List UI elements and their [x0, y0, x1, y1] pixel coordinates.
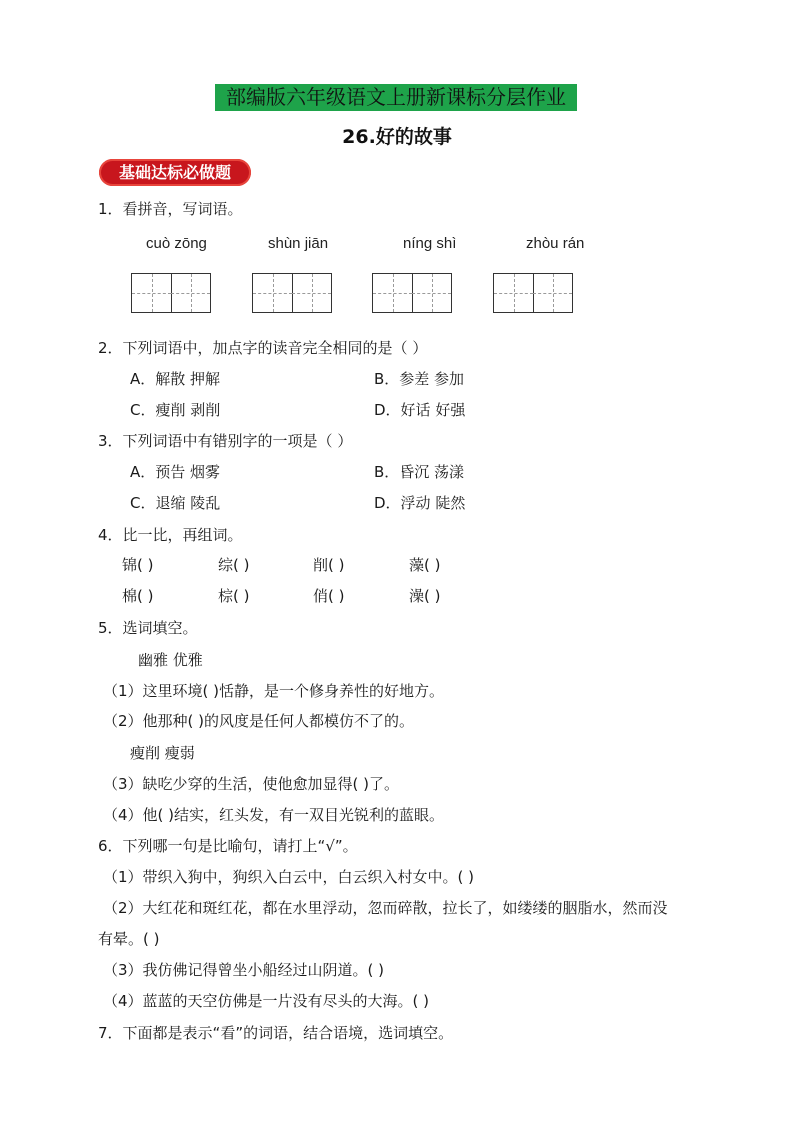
q5-stem: 5．选词填空。 [98, 619, 198, 637]
q4-row1-item4[interactable]: 藻( ) [409, 556, 441, 574]
answer-grid-4[interactable] [493, 273, 573, 313]
q6-stem: 6．下列哪一句是比喻句，请打上“√”。 [98, 837, 358, 855]
q4-row1-item2[interactable]: 综( ) [218, 556, 250, 574]
q5-item-1[interactable]: （1）这里环境( )恬静，是一个修身养性的好地方。 [103, 682, 445, 700]
q4-stem: 4．比一比，再组词。 [98, 526, 243, 544]
q2-stem: 2．下列词语中，加点字的读音完全相同的是（ ） [98, 339, 428, 357]
section-badge: 基础达标必做题 [99, 159, 251, 186]
q6-item-1[interactable]: （1）带织入狗中，狗织入白云中，白云织入村女中。( ) [103, 868, 475, 886]
q3-option-a[interactable]: A．预告 烟雾 [130, 463, 221, 481]
q3-option-c[interactable]: C．退缩 陵乱 [130, 494, 221, 512]
q2-option-d[interactable]: D．好话 好强 [374, 401, 466, 419]
q2-option-a[interactable]: A．解散 押解 [130, 370, 221, 388]
q5-item-2[interactable]: （2）他那种( )的风度是任何人都模仿不了的。 [103, 712, 415, 730]
q6-item-2-line-1[interactable]: （2）大红花和斑红花，都在水里浮动，忽而碎散，拉长了，如缕缕的胭脂水，然而没 [103, 899, 668, 917]
q2-option-c[interactable]: C．瘦削 剥削 [130, 401, 221, 419]
q6-item-2-line-2[interactable]: 有晕。( ) [98, 930, 160, 948]
q2-option-b[interactable]: B．参差 参加 [374, 370, 465, 388]
q4-row1-item3[interactable]: 削( ) [313, 556, 345, 574]
q4-row2-item3[interactable]: 俏( ) [313, 587, 345, 605]
q5-item-3[interactable]: （3）缺吃少穿的生活，使他愈加显得( )了。 [103, 775, 400, 793]
answer-grid-3[interactable] [372, 273, 452, 313]
q5-item-4[interactable]: （4）他( )结实，红头发，有一双目光锐利的蓝眼。 [103, 806, 445, 824]
q6-item-3[interactable]: （3）我仿佛记得曾坐小船经过山阴道。( ) [103, 961, 385, 979]
q1-pinyin-4: zhòu rán [526, 235, 585, 252]
q4-row1-item1[interactable]: 锦( ) [122, 556, 154, 574]
answer-grid-2[interactable] [252, 273, 332, 313]
q3-option-b[interactable]: B．昏沉 荡漾 [374, 463, 465, 481]
q1-pinyin-1: cuò zōng [146, 235, 207, 252]
q4-row2-item1[interactable]: 棉( ) [122, 587, 154, 605]
q3-option-d[interactable]: D．浮动 陡然 [374, 494, 466, 512]
q4-row2-item2[interactable]: 棕( ) [218, 587, 250, 605]
worksheet-banner: 部编版六年级语文上册新课标分层作业 [215, 84, 577, 111]
lesson-title: 26.好的故事 [342, 126, 452, 148]
q7-stem: 7．下面都是表示“看”的词语，结合语境，选词填空。 [98, 1024, 454, 1042]
q4-row2-item4[interactable]: 澡( ) [409, 587, 441, 605]
q5-word-group-2: 瘦削 瘦弱 [130, 744, 195, 762]
q1-stem: 1．看拼音，写词语。 [98, 200, 243, 218]
q3-stem: 3．下列词语中有错别字的一项是（ ） [98, 432, 353, 450]
q1-pinyin-3: níng shì [403, 235, 457, 252]
q6-item-4[interactable]: （4）蓝蓝的天空仿佛是一片没有尽头的大海。( ) [103, 992, 430, 1010]
answer-grid-1[interactable] [131, 273, 211, 313]
q5-word-group-1: 幽雅 优雅 [138, 651, 203, 669]
q1-pinyin-2: shùn jiān [268, 235, 329, 252]
